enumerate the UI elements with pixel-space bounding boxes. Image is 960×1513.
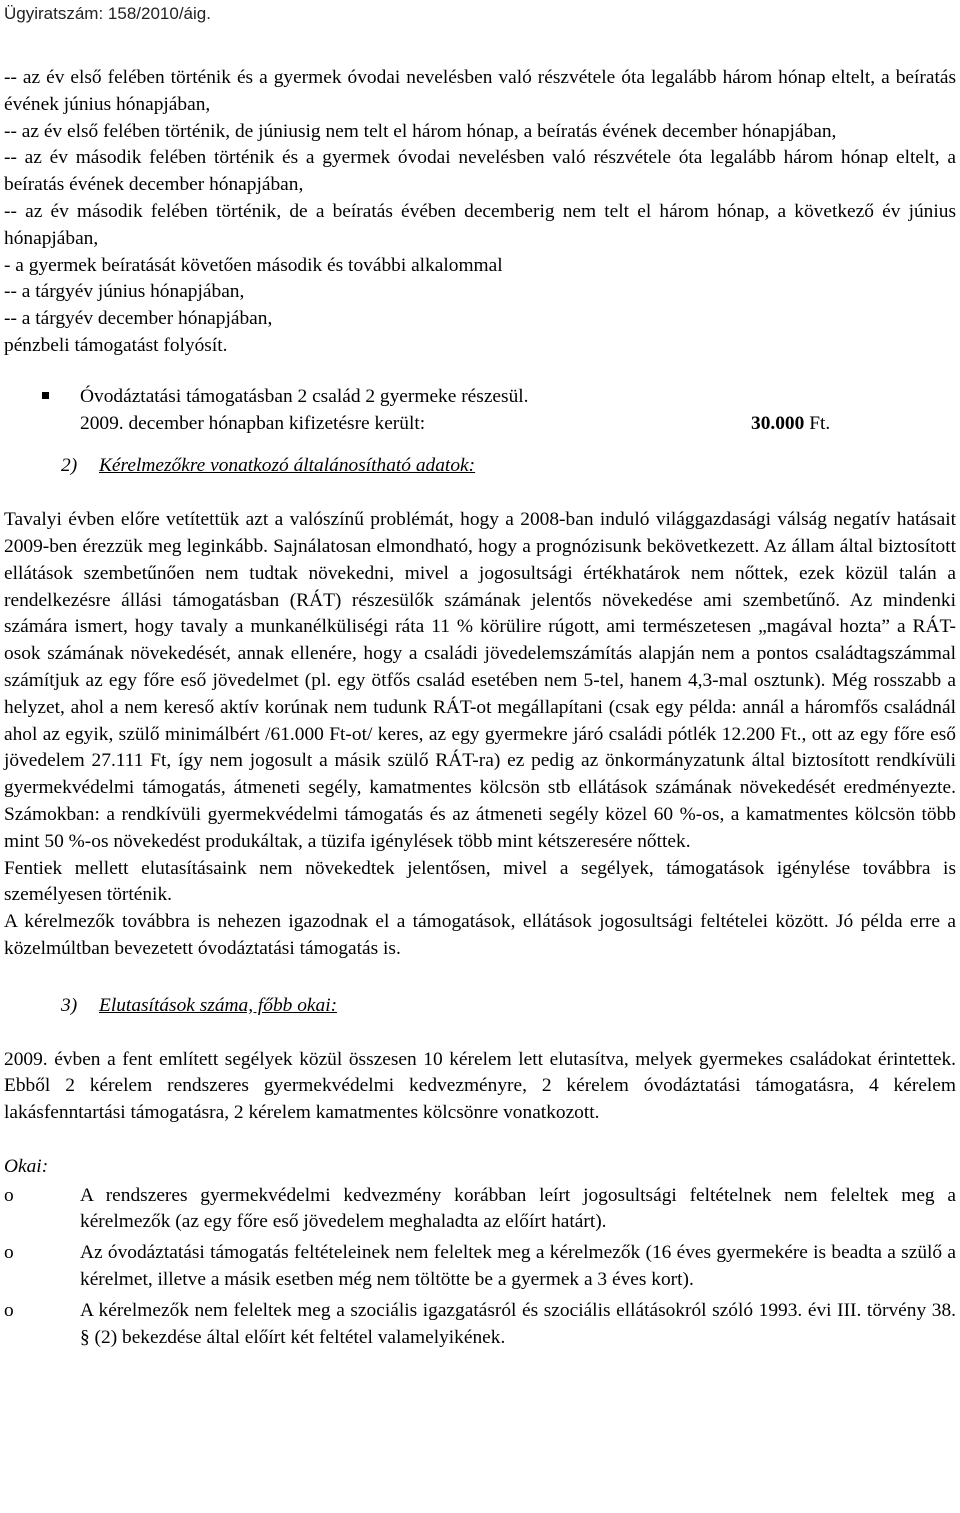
spacer	[4, 38, 956, 65]
reasons-label: Okai:	[4, 1155, 49, 1177]
conditions-block	[4, 65, 956, 360]
condition-line: -- az év második felében történik és a gyermek óvodai nevelésben való részvétele óta legalább három hónap eltelt, a beíratás évének december hónapjában,	[4, 147, 956, 196]
section-title: Elutasítások száma, főbb okai:	[99, 994, 338, 1016]
spacer	[4, 360, 956, 379]
section-number: 2)	[61, 455, 78, 477]
section-title: Kérelmezőkre vonatkozó általánosítható adatok:	[99, 455, 476, 477]
bullet-text: Óvodáztatási támogatásban 2 család 2 gyermeke részesül.	[80, 385, 529, 407]
reasons-list	[4, 1183, 956, 1352]
document-page	[4, 0, 956, 1351]
paragraph: A kérelmezők továbbra is nehezen igazodnak el a támogatások, ellátások jogosultsági feltételei között. Jó példa erre a közelmúltban bevezetett óvodáztatási támogatás is.	[4, 911, 956, 959]
circle-bullet-icon: o	[4, 1184, 14, 1206]
section-2-heading	[4, 453, 956, 480]
section-number: 3)	[61, 994, 78, 1016]
section-3-heading	[4, 993, 956, 1020]
condition-line: -- az év első felében történik és a gyermek óvodai nevelésben való részvétele óta legalább három hónap eltelt, a beíratás évének június hónapjában,	[4, 67, 956, 115]
spacer	[4, 963, 956, 993]
payment-amount	[751, 411, 830, 438]
condition-line: pénzbeli támogatást folyósít.	[4, 334, 228, 356]
condition-line: - a gyermek beíratását követően második és további alkalommal	[4, 254, 503, 276]
condition-line: -- a tárgyév december hónapjában,	[4, 308, 273, 330]
list-item-text: A kérelmezők nem feleltek meg a szociális igazgatásról és szociális ellátásokról szóló 1993. évi III. törvény 38. § (2) bekezdése által előírt két feltétel valamelyikének.	[80, 1299, 956, 1348]
spacer	[4, 1020, 956, 1047]
amount-value: 30.000	[751, 412, 805, 434]
square-bullet-icon	[42, 392, 49, 399]
circle-bullet-icon: o	[4, 1242, 14, 1264]
section-2-body	[4, 507, 956, 963]
list-item	[4, 1298, 956, 1352]
amount-currency: Ft.	[809, 412, 831, 434]
condition-line: -- az év második felében történik, de a beíratás évében decemberig nem telt el három hónap, a következő év június hónapjában,	[4, 200, 956, 249]
payment-line	[80, 411, 956, 438]
spacer	[4, 480, 956, 507]
circle-bullet-icon: o	[4, 1299, 14, 1321]
case-number-header: Ügyiratszám: 158/2010/áig.	[4, 4, 211, 23]
paragraph: Fentiek mellett elutasításaink nem növekedtek jelentősen, mivel a segélyek, támogatások igénylése továbbra is személyesen történik.	[4, 857, 956, 906]
payment-label: 2009. december hónapban kifizetésre került:	[80, 412, 426, 434]
condition-line: -- a tárgyév június hónapjában,	[4, 281, 245, 303]
list-item	[4, 1183, 956, 1237]
paragraph: Tavalyi évben előre vetítettük azt a valószínű problémát, hogy a 2008-ban induló világgazdasági válság negatív hatásait 2009-ben érezzük meg leginkább. Sajnálatosan elmondható, hogy a prognózisunk bekövetkezett. Az állam által biztosított ellátások szembetűnően nem tudtak növekedni, mivel a jogosultsági értékhatárok nem nőttek, ezek közül talán a rendelkezésre állási támogatásban (RÁT) részesülők számának jelentős növekedése ami szembetűnő. Az mindenki számára ismert, hogy tavaly a munkanélküliségi ráta 11 % körülire rúgott, ami természetesen „magával hozta” a RÁT-osok számának növekedését, annak ellenére, hogy a családi jövedelemszámítás alapján nem a pontos családtagszámmal számítjuk az egy főre eső jövedelmet (pl. egy ötfős család esetében nem 5-tel, hanem 4,3-mal osztunk). Még rosszabb a helyzet, ahol a nem kereső aktív korúnak nem tudunk RÁT-ot megállapítani (csak egy példa: annál a háromfős családnál ahol az egyik, szülő minimálbért /61.000 Ft-ot/ keres, az egy gyermekre járó családi pótlék 12.200 Ft., ott az egy főre eső jövedelem 27.111 Ft, így nem jogosult a másik szülő RÁT-ra) ez pedig az önkormányzatunk által biztosított rendkívüli gyermekvédelmi támogatás, átmeneti segély, kamatmentes kölcsön stb ellátások számának növekedését eredményezte. Számokban: a rendkívüli gyermekvédelmi támogatás és az átmeneti segély közel 60 %-os, a kamatmentes kölcsön több mint 50 %-os növekedést produkáltak, a tüzifa igénylések több mint kétszeresére nőttek.	[4, 509, 956, 852]
spacer	[4, 1127, 956, 1154]
paragraph: 2009. évben a fent említett segélyek közül összesen 10 kérelem lett elutasítva, melyek gyermekes családokat érintettek. Ebből 2 kérelem rendszeres gyermekvédelmi kedvezményre, 2 kérelem óvodáztatási támogatásra, 4 kérelem lakásfenntartási támogatásra, 2 kérelem kamatmentes kölcsönre vonatkozott.	[4, 1048, 956, 1124]
condition-line: -- az év első felében történik, de júniusig nem telt el három hónap, a beíratás évének december hónapjában,	[4, 120, 837, 142]
spacer	[4, 437, 956, 453]
list-item	[4, 1240, 956, 1294]
list-item-text: A rendszeres gyermekvédelmi kedvezmény korábban leírt jogosultsági feltételnek nem feleltek meg a kérelmezők (az egy főre eső jövedelem meghaladta az előírt határt).	[80, 1184, 956, 1233]
support-bullet	[4, 384, 956, 438]
list-item-text: Az óvodáztatási támogatás feltételeinek nem feleltek meg a kérelmezők (16 éves gyermekére is beadta a szülő a kérelmet, illetve a másik esetben még nem töltötte be a gyermek a 3 éves kort).	[80, 1242, 956, 1291]
